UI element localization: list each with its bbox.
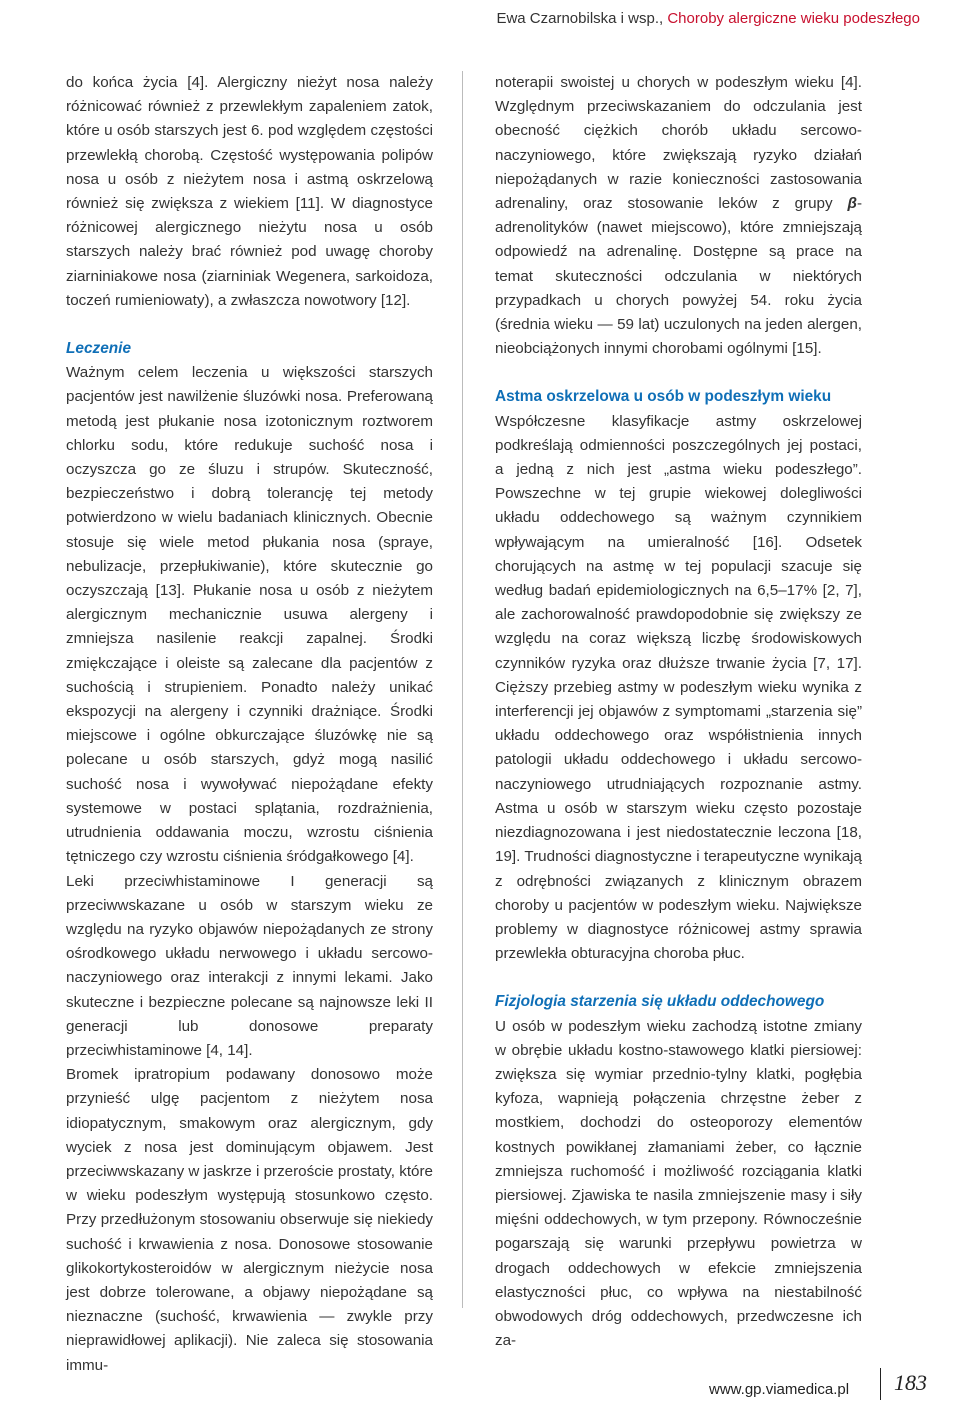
running-header-authors: Ewa Czarnobilska i wsp., <box>496 10 664 27</box>
beta-symbol: β <box>847 195 857 213</box>
section-heading-astma: Astma oskrzelowa u osób w podeszłym wieku <box>495 388 832 406</box>
footer-url: www.gp.viamedica.pl <box>709 1381 850 1398</box>
running-header <box>496 10 920 27</box>
section-heading-leczenie: Leczenie <box>66 340 132 358</box>
left-paragraph-1: do końca życia [4]. Alergiczny nieżyt nosa należy różnicować również z przewlekłym zapaleniem zatok, które u osób starszych jest 6. pod względem częstości przewlekłą chorobą. Częstość występowania polipów nosa u osób z nieżytem nosa i astmą oskrzelową również się zwiększa z wiekiem [11]. W diagnostyce różnicowej alergicznego nieżytu nosa u osób starszych należy brać również pod uwagę choroby ziarniniakowe nosa (ziarniniak Wegenera, sarkoidoza, toczeń rumieniowaty), a zwłaszcza nowotwory [12]. <box>66 74 433 309</box>
right-paragraph-1 <box>495 71 862 361</box>
footer-divider <box>880 1368 881 1400</box>
right-paragraph-1-part-a: noterapii swoistej u chorych w podeszłym wieku [4]. Względnym przeciwskazaniem do odczulania jest obecność ciężkich chorób układu sercowo-naczyniowego, które zwiększają ryzyko działań niepożądanych w razie konieczności zastosowania adrenaliny, oraz stosowanie leków z grupy <box>495 74 862 213</box>
right-paragraph-3: U osób w podeszłym wieku zachodzą istotne zmiany w obrębie układu kostno-stawowego klatki piersiowej: zwiększa się wymiar przednio-tylny klatki, pogłębia kyfoza, wapnieją połączenia chrzęstne żeber z mostkiem, dochodzi do osteoporozy elementów kostnych powikłanej złamaniami żeber, co łącznie zmniejsza ruchomość i możliwość rozciągania klatki piersiowej. Zjawiska te nasila zmniejszenie masy i siły mięśni oddechowych, w tym przepony. Równocześnie pogarszają się warunki przepływu powietrza w drogach oddechowych w efekcie zmniejszenia elastyczności płuc, co wpływa na niestabilność obwodowych dróg oddechowych, przedwczesne ich za- <box>495 1017 862 1350</box>
left-column <box>66 71 433 1378</box>
left-paragraph-4: Bromek ipratropium podawany donosowo może przynieść ulgę pacjentom z nieżytem nosa idiopatycznym, smakowym oraz alergicznym, gdy wyciek z nosa jest dominującym objawem. Jest przeciwwskazany w jaskrze i przeroście prostaty, które w wieku podeszłym występują stosunkowo często. Przy przedłużonym stosowaniu obserwuje się niekiedy suchość i krwawienia z nosa. Donosowe stosowanie glikokortykosteroidów w alergicznym nieżycie nosa jest dobrze tolerowane, a objawy niepożądane są nieznaczne (suchość, krwawienia — zwykle przy nieprawidłowej aplikacji). Nie zaleca się stosowania immu- <box>66 1066 433 1374</box>
running-header-title: Choroby alergiczne wieku podeszłego <box>667 10 920 27</box>
column-divider <box>462 71 463 1308</box>
right-paragraph-1-part-b: -adrenolityków (nawet miejscowo), które zmniejszają odpowiedź na adrenalinę. Dostępne są prace na temat skuteczności odczulania w niektórych przypadkach u chorych powyżej 54. roku życia (średnia wieku — 59 lat) uczulonych na jeden alergen, nieobciążonych innymi chorobami ogólnymi [15]. <box>495 195 862 358</box>
right-column <box>495 71 862 1353</box>
section-heading-fizjologia: Fizjologia starzenia się układu oddechowego <box>495 993 825 1011</box>
left-paragraph-3: Leki przeciwhistaminowe I generacji są przeciwwskazane u osób w starszym wieku ze względu na ryzyko objawów niepożądanych ze strony ośrodkowego układu nerwowego i układu sercowo-naczyniowego oraz interakcji z innymi lekami. Jako skuteczne i bezpieczne polecane są najnowsze leki II generacji lub donosowe preparaty przeciwhistaminowe [4, 14]. <box>66 872 433 1059</box>
page-number: 183 <box>894 1370 927 1395</box>
right-paragraph-2: Współczesne klasyfikacje astmy oskrzelowej podkreślają odmienności poszczególnych jej postaci, a jedną z nich jest „astma wieku podeszłego”. Powszechne w tej grupie wiekowej dolegliwości układu oddechowego są ważnym czynnikiem wpływającym na umieralność [16]. Odsetek chorujących na astmę w tej populacji szacuje się według badań epidemiologicznych na 6,5–17% [2, 7], ale zachorowalność prawdopodobnie się zwiększy ze względu na coraz większą liczbę środowiskowych czynników ryzyka oraz dłuższe trwanie życia [7, 17]. Cięższy przebieg astmy w podeszłym wieku wynika z interferencji jej objawów z symptomami „starzenia się” układu oddechowego oraz współistnienia innych patologii układu oddechowego i układu sercowo-naczyniowego utrudniających rozpoznanie astmy. Astma u osób w starszym wieku często pozostaje niezdiagnozowana i jest niedostatecznie leczona [18, 19]. Trudności diagnostyczne i terapeutyczne wynikają z odrębności związanych z klinicznym obrazem choroby u pacjentów w podeszłym wieku. Największe problemy w diagnostyce różnicowej astmy sprawia przewlekła obturacyjna choroba płuc. <box>495 412 862 963</box>
left-paragraph-2: Ważnym celem leczenia u większości starszych pacjentów jest nawilżenie śluzówki nosa. Preferowaną metodą jest płukanie nosa izotonicznym roztworem chlorku sodu, które redukuje suchość nosa i oczyszcza go ze śluzu i strupów. Skuteczność, bezpieczeństwo i dobrą tolerancję tej metody potwierdzono w wielu badaniach klinicznych. Obecnie stosuje się wiele metod płukania nosa (spraye, nebulizacje, przepłukiwanie), które skutecznie go oczyszczają [13]. Płukanie nosa u osób z nieżytem alergicznym mechanicznie usuwa alergeny i zmniejsza nasilenie reakcji zapalnej. Środki zmiękczające i oleiste są zalecane dla pacjentów z suchością i strupieniem. Ponadto należy unikać ekspozycji na alergeny i czynniki drażniące. Środki miejscowe i ogólne obkurczające śluzówkę nie są polecane u osób starszych, gdyż mogą nasilić suchość nosa i wywoływać niepożądane efekty systemowe w postaci splątania, rozdrażnienia, utrudnienia oddawania moczu, wzrostu ciśnienia tętniczego czy wzrostu ciśnienia śródgałkowego [4]. <box>66 364 433 866</box>
